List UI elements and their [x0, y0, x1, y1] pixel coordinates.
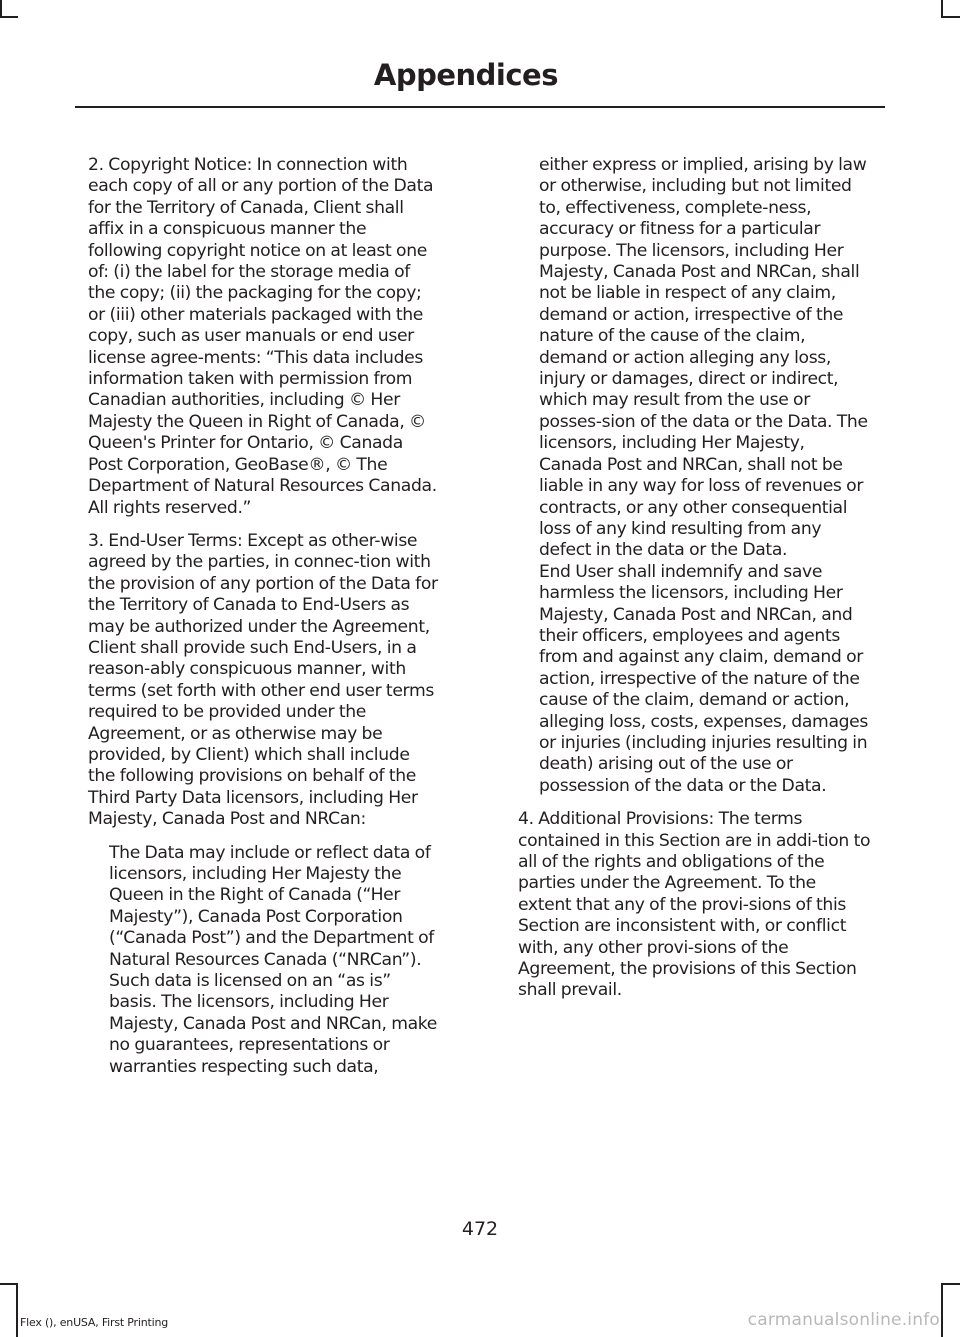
crop-mark: [0, 1283, 18, 1285]
licensor-data-paragraph: The Data may include or reflect data of licensors, including Her Majesty the Queen in the Right of Canada (“Her Majesty”), Canada Post Corporation (“Canada Post”) and the Department of Natural Resources Canada (“NRCan”). Such data is licensed on an “as is” basis. The licensors, including Her Majesty, Canada Post and NRCan, make no guarantees, representations or warranties respecting such data,: [109, 842, 437, 1077]
crop-mark: [941, 1283, 943, 1337]
crop-mark: [941, 16, 960, 18]
right-column: [518, 155, 872, 1014]
copyright-notice-paragraph: 2. Copyright Notice: In connection with each copy of all or any portion of the Data for the Territory of Canada, Client shall affix in a conspicuous manner the following copyright notice on at least one of: (i) the label for the storage media of the copy; (ii) the packaging for the copy; or (iii) other materials packaged with the copy, such as user manuals or end user license agree-ments: “This data includes information taken with permission from Canadian authorities, including © Her Majesty the Queen in Right of Canada, © Queen's Printer for Ontario, © Canada Post Corporation, GeoBase®, © The Department of Natural Resources Canada. All rights reserved.”: [88, 155, 437, 518]
end-user-terms-paragraph: 3. End-User Terms: Except as other-wise agreed by the parties, in connec-tion with the provision of any portion of the Data for the Territory of Canada to End-Users as may be authorized under the Agreement, Client shall provide such End-Users, in a reason-ably conspicuous manner, with terms (set forth with other end user terms required to be provided under the Agreement, or as otherwise may be provided, by Client) which shall include the following provisions on behalf of the Third Party Data licensors, including Her Majesty, Canada Post and NRCan:: [88, 530, 438, 830]
warranty-disclaimer-paragraph: either express or implied, arising by law or otherwise, including but not limited to, effectiveness, complete-ness, accuracy or fitness for a particular purpose. The licensors, including Her Majesty, Canada Post and NRCan, shall not be liable in respect of any claim, demand or action, irrespective of the nature of the cause of the claim, demand or action alleging any loss, injury or damages, direct or indirect, which may result from the use or posses-sion of the data or the Data. The licensors, including Her Majesty, Canada Post and NRCan, shall not be liable in any way for loss of revenues or contracts, or any other consequential loss of any kind resulting from any defect in the data or the Data.: [539, 155, 868, 561]
page-title: Appendices: [373, 58, 558, 92]
watermark: carmanualsonline.info: [747, 1310, 940, 1330]
crop-mark: [16, 1283, 18, 1337]
additional-provisions-paragraph: 4. Additional Provisions: The terms contained in this Section are in addi-tion to all of the rights and obligations of the parties under the Agreement. To the extent that any of the provi-sions of this Section are inconsistent with, or conflict with, any other provi-sions of the Agreement, the provisions of this Section shall prevail.: [518, 809, 871, 1001]
crop-mark: [0, 16, 18, 18]
left-column: [88, 155, 440, 1090]
indemnity-paragraph: End User shall indemnify and save harmless the licensors, including Her Majesty, Canada Post and NRCan, and their officers, employees and agents from and against any claim, demand or action, irrespective of the nature of the cause of the claim, demand or action, alleging loss, costs, expenses, damages or injuries (including injuries resulting in death) arising out of the use or possession of the data or the Data.: [539, 561, 869, 796]
crop-mark: [941, 1283, 960, 1285]
header-divider: [75, 106, 885, 108]
page-number: 472: [461, 1218, 499, 1240]
footer-text: Flex (), enUSA, First Printing: [20, 1316, 168, 1329]
